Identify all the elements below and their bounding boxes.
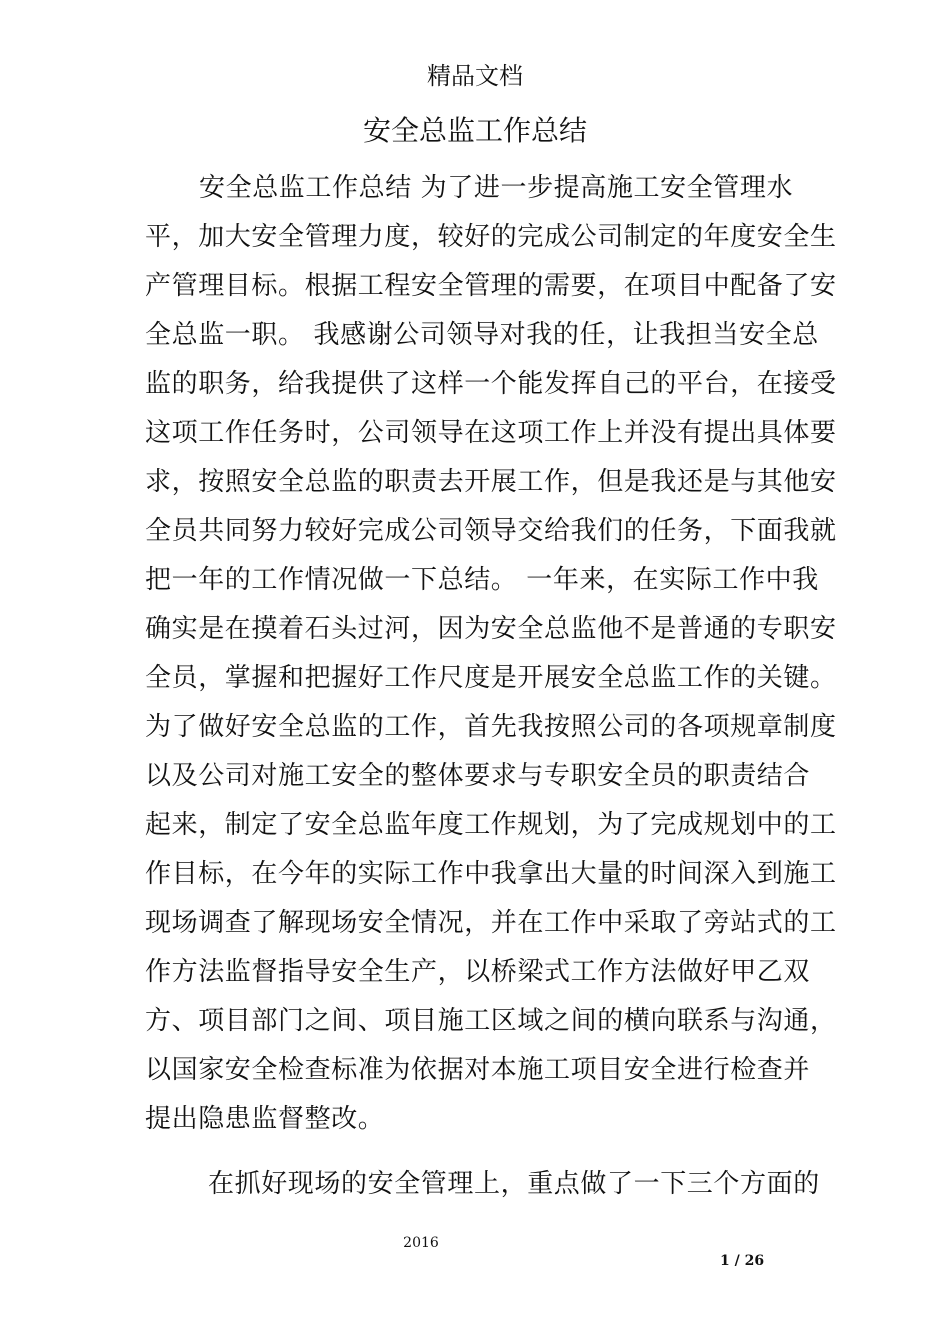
paragraph-gap <box>145 1144 855 1160</box>
text-line: 全总监一职。 我感谢公司领导对我的任，让我担当安全总 <box>145 320 819 350</box>
text-line: 安全总监工作总结 为了进一步提高施工安全管理水 <box>199 173 794 203</box>
document-body <box>145 164 855 1209</box>
text-line: 产管理目标。根据工程安全管理的需要，在项目中配备了安 <box>145 271 837 301</box>
text-line: 确实是在摸着石头过河，因为安全总监他不是普通的专职安 <box>145 614 837 644</box>
text-line: 作方法监督指导安全生产，以桥梁式工作方法做好甲乙双 <box>145 957 811 987</box>
paragraph-1 <box>145 164 855 1144</box>
text-line: 全员，掌握和把握好工作尺度是开展安全总监工作的关键。 <box>145 663 837 693</box>
document-title: 安全总监工作总结 <box>362 114 587 147</box>
text-line: 全员共同努力较好完成公司领导交给我们的任务，下面我就 <box>145 516 837 546</box>
text-line: 以及公司对施工安全的整体要求与专职安全员的职责结合 <box>145 761 811 791</box>
text-line: 作目标，在今年的实际工作中我拿出大量的时间深入到施工 <box>145 859 837 889</box>
page-header: 精品文档 <box>427 62 523 90</box>
page-number: 1 / 26 <box>720 1253 765 1269</box>
text-line: 把一年的工作情况做一下总结。 一年来，在实际工作中我 <box>145 565 819 595</box>
text-line: 起来，制定了安全总监年度工作规划，为了完成规划中的工 <box>145 810 837 840</box>
footer-year: 2016 <box>403 1235 439 1251</box>
text-line: 以国家安全检查标准为依据对本施工项目安全进行检查并 <box>145 1055 811 1085</box>
text-line: 现场调查了解现场安全情况，并在工作中采取了旁站式的工 <box>145 908 837 938</box>
paragraph-2 <box>145 1160 855 1209</box>
text-line: 平，加大安全管理力度，较好的完成公司制定的年度安全生 <box>145 222 837 252</box>
text-line: 求，按照安全总监的职责去开展工作，但是我还是与其他安 <box>145 467 837 497</box>
text-line: 在抓好现场的安全管理上，重点做了一下三个方面的 <box>208 1169 820 1199</box>
text-line: 这项工作任务时，公司领导在这项工作上并没有提出具体要 <box>145 418 837 448</box>
text-line: 为了做好安全总监的工作，首先我按照公司的各项规章制度 <box>145 712 837 742</box>
text-line: 监的职务，给我提供了这样一个能发挥自己的平台，在接受 <box>145 369 837 399</box>
text-line: 方、项目部门之间、项目施工区域之间的横向联系与沟通， <box>145 1006 837 1036</box>
text-line: 提出隐患监督整改。 <box>145 1104 385 1134</box>
